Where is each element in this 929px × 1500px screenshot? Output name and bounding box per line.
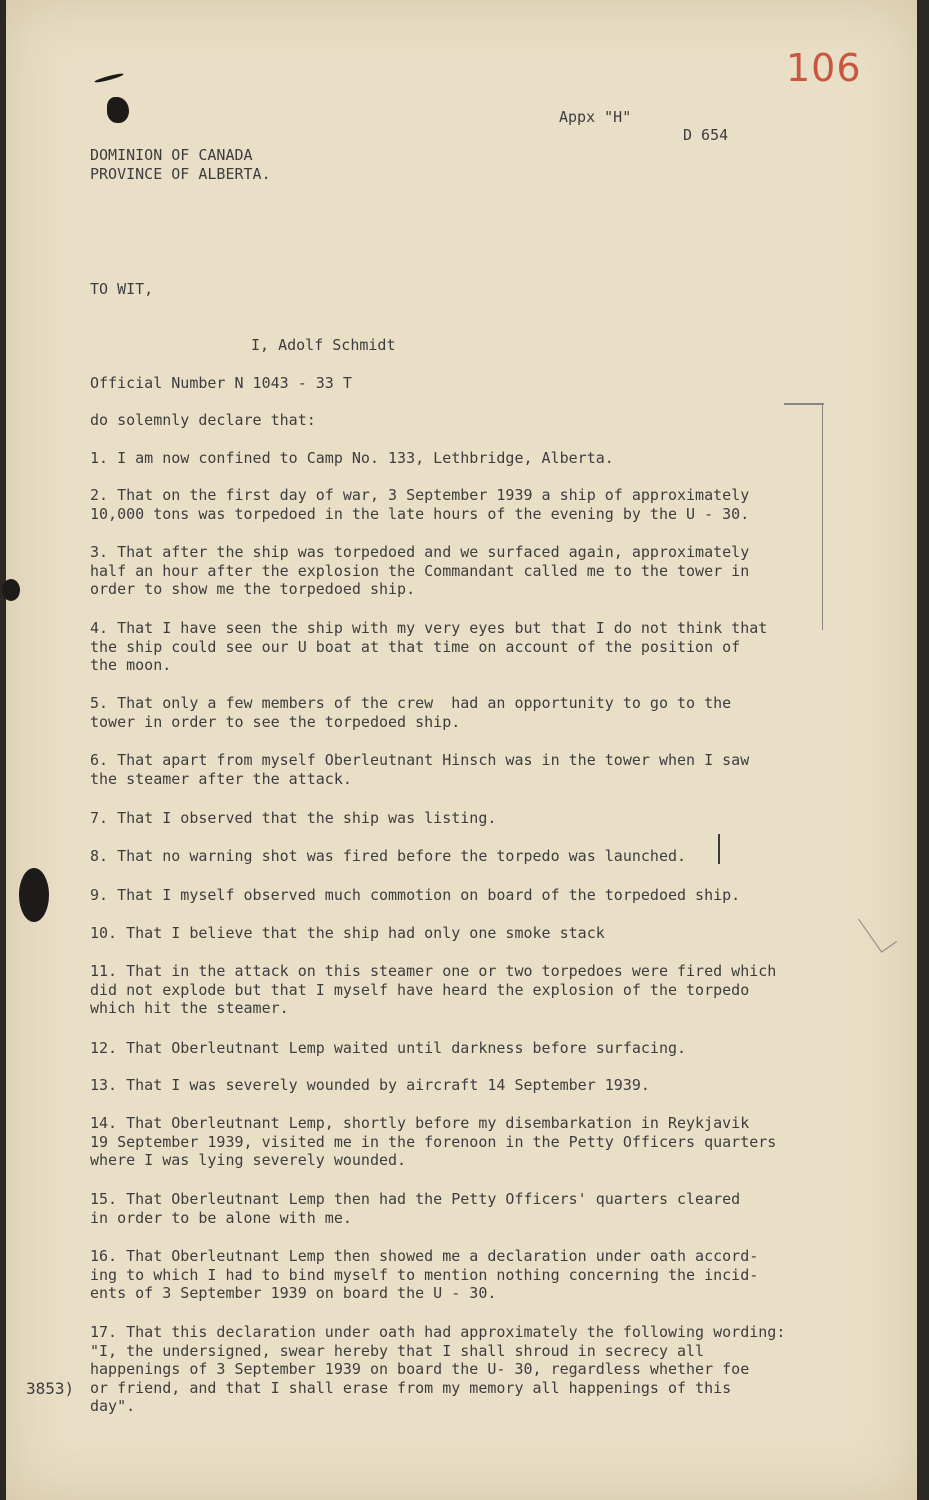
declaration-item-11-line-1: 11. That in the attack on this steamer one or two torpedoes were fired which <box>90 962 777 980</box>
declarant-name: I, Adolf Schmidt <box>251 336 396 354</box>
document-page <box>6 0 917 1500</box>
declaration-item-8-line-1: 8. That no warning shot was fired before the torpedo was launched. <box>90 847 687 865</box>
declaration-item-3-line-2: half an hour after the explosion the Commandant called me to the tower in <box>90 561 750 580</box>
folio-number: 106 <box>786 46 862 90</box>
ink-speck-top <box>94 72 124 84</box>
appendix-label: Appx "H" <box>559 108 632 126</box>
declaration-item-7-line-1: 7. That I observed that the ship was listing. <box>90 809 497 827</box>
margin-number: 3853) <box>26 1379 75 1398</box>
declaration-item-17-line-1: 17. That this declaration under oath had approximately the following wording: <box>90 1323 786 1341</box>
declaration-item-15-line-1: 15. That Oberleutnant Lemp then had the Petty Officers' quarters cleared <box>90 1190 741 1208</box>
jurisdiction-line-2: PROVINCE OF ALBERTA. <box>90 165 271 183</box>
document-reference: D 654 <box>683 126 729 144</box>
declaration-item-5-line-2: tower in order to see the torpedoed ship. <box>90 712 461 731</box>
punch-hole-mark-lower <box>19 868 49 922</box>
declaration-item-2-line-2: 10,000 tons was torpedoed in the late hours of the evening by the U - 30. <box>90 504 750 523</box>
declaration-item-6-line-1: 6. That apart from myself Oberleutnant Hinsch was in the tower when I saw <box>90 751 750 769</box>
ink-blot-top <box>107 97 129 123</box>
declaration-item-4-line-3: the moon. <box>90 656 172 674</box>
declaration-item-17-line-2: "I, the undersigned, swear hereby that I shall shroud in secrecy all <box>90 1341 705 1360</box>
declaration-item-13-line-1: 13. That I was severely wounded by aircraft 14 September 1939. <box>90 1076 650 1094</box>
declaration-item-14-line-2: 19 September 1939, visited me in the forenoon in the Petty Officers quarters <box>90 1132 777 1151</box>
declaration-item-17-line-3: happenings of 3 September 1939 on board the U- 30, regardless whether foe <box>90 1360 750 1378</box>
jurisdiction-line-1: DOMINION OF CANADA <box>90 146 253 164</box>
pen-stroke-item-8 <box>718 834 720 864</box>
declaration-item-6-line-2: the steamer after the attack. <box>90 769 352 788</box>
declaration-item-1-line-1: 1. I am now confined to Camp No. 133, Lethbridge, Alberta. <box>90 449 614 467</box>
declaration-item-14-line-1: 14. That Oberleutnant Lemp, shortly before my disembarkation in Reykjavik <box>90 1114 750 1132</box>
declaration-item-10-line-1: 10. That I believe that the ship had only one smoke stack <box>90 924 605 942</box>
declaration-item-15-line-2: in order to be alone with me. <box>90 1208 352 1227</box>
declaration-item-17-line-4: or friend, and that I shall erase from my memory all happenings of this <box>90 1378 732 1397</box>
pencil-tick-mark <box>858 908 897 952</box>
declaration-item-16-line-2: ing to which I had to bind myself to mention nothing concerning the incid- <box>90 1265 759 1284</box>
declaration-item-4-line-1: 4. That I have seen the ship with my very eyes but that I do not think that <box>90 619 768 637</box>
declaration-item-3-line-1: 3. That after the ship was torpedoed and we surfaced again, approximately <box>90 543 750 561</box>
declaration-item-4-line-2: the ship could see our U boat at that time on account of the position of <box>90 637 741 656</box>
declaration-item-3-line-3: order to show me the torpedoed ship. <box>90 580 416 598</box>
pencil-bracket-line <box>784 403 824 405</box>
declaration-item-16-line-3: ents of 3 September 1939 on board the U - 30. <box>90 1284 497 1302</box>
pencil-margin-line <box>822 405 823 630</box>
official-number: Official Number N 1043 - 33 T <box>90 374 352 392</box>
declaration-item-5-line-1: 5. That only a few members of the crew had an opportunity to go to the <box>90 694 732 712</box>
declaration-item-16-line-1: 16. That Oberleutnant Lemp then showed me a declaration under oath accord- <box>90 1247 759 1265</box>
to-wit-heading: TO WIT, <box>90 280 154 298</box>
declaration-item-9-line-1: 9. That I myself observed much commotion on board of the torpedoed ship. <box>90 886 741 904</box>
declaration-item-2-line-1: 2. That on the first day of war, 3 September 1939 a ship of approximately <box>90 486 750 504</box>
declaration-item-11-line-2: did not explode but that I myself have heard the explosion of the torpedo <box>90 980 750 999</box>
declaration-item-11-line-3: which hit the steamer. <box>90 999 289 1017</box>
declaration-item-17-line-5: day". <box>90 1397 136 1415</box>
punch-hole-mark-upper <box>2 579 20 601</box>
declaration-item-12-line-1: 12. That Oberleutnant Lemp waited until darkness before surfacing. <box>90 1039 687 1057</box>
declaration-item-14-line-3: where I was lying severely wounded. <box>90 1151 407 1169</box>
declaration-intro: do solemnly declare that: <box>90 411 316 429</box>
